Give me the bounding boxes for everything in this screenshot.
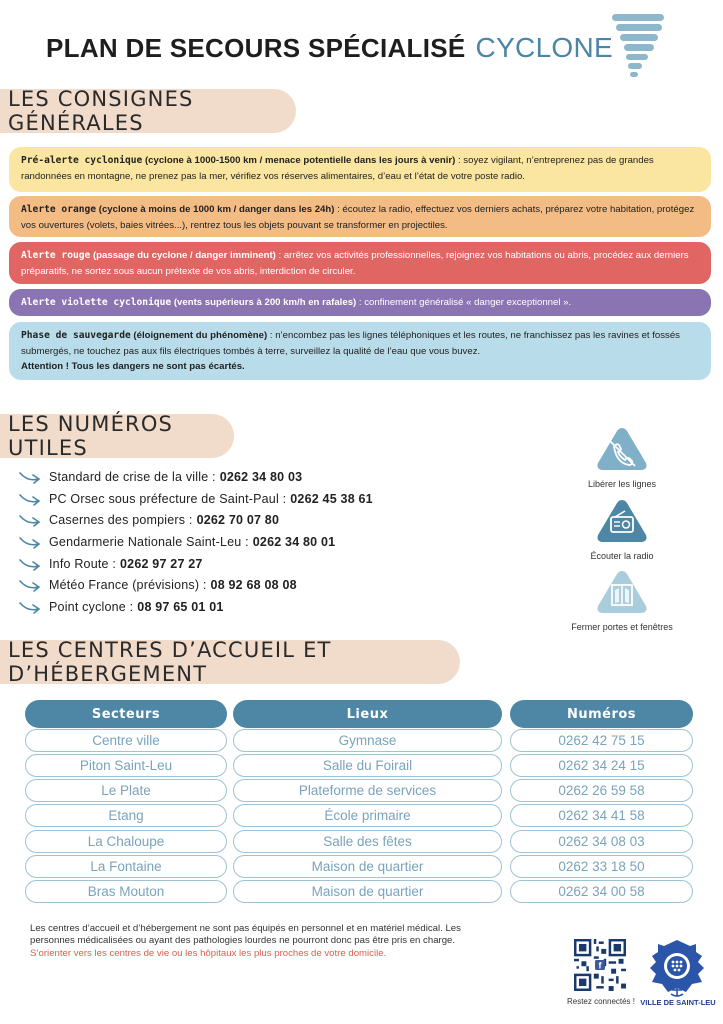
number-label: Casernes des pompiers : bbox=[49, 513, 193, 528]
phone-icon bbox=[595, 425, 649, 473]
number-label: Info Route : bbox=[49, 556, 117, 571]
list-item bbox=[18, 596, 373, 618]
alert-rouge bbox=[9, 242, 711, 284]
alert-extra: Attention ! Tous les dangers ne sont pas écartés. bbox=[21, 361, 245, 372]
title-main: PLAN DE SECOURS SPÉCIALISÉ bbox=[46, 33, 466, 63]
alert-lead: (vents supérieurs à 200 km/h en rafales) bbox=[171, 297, 357, 308]
arrow-icon bbox=[18, 513, 42, 527]
arrow-icon bbox=[18, 557, 42, 571]
table-cell-lieu: Salle du Foirail bbox=[233, 754, 502, 777]
advice-label: Libérer les lignes bbox=[587, 479, 657, 489]
table-cell-secteur: Piton Saint-Leu bbox=[25, 754, 227, 777]
numbers-list bbox=[18, 466, 373, 618]
list-item bbox=[18, 509, 373, 531]
list-item bbox=[18, 488, 373, 510]
column-header-secteurs: Secteurs bbox=[25, 700, 227, 728]
footer-note-warning: S’orienter vers les centres de vie ou les hôpitaux les plus proches de votre domicile. bbox=[30, 947, 387, 959]
alert-key: Alerte orange bbox=[21, 204, 97, 215]
number-label: Météo France (prévisions) : bbox=[49, 578, 207, 593]
alert-lead: (éloignement du phénomène) bbox=[130, 330, 268, 341]
table-cell-lieu: Maison de quartier bbox=[233, 880, 502, 903]
window-icon bbox=[595, 568, 649, 616]
table-cell-lieu: Plateforme de services bbox=[233, 779, 502, 802]
number-value: 08 92 68 08 08 bbox=[210, 578, 297, 593]
advice-label: Fermer portes et fenêtres bbox=[571, 622, 673, 632]
table-cell-numero: 0262 34 41 58 bbox=[510, 804, 693, 827]
list-item bbox=[18, 531, 373, 553]
table-cell-secteur: Etang bbox=[25, 804, 227, 827]
number-value: 0262 97 27 27 bbox=[120, 556, 203, 571]
table-cell-secteur: Bras Mouton bbox=[25, 880, 227, 903]
alert-lead: (cyclone à 1000-1500 km / menace potentielle dans les jours à venir) bbox=[142, 155, 456, 166]
alert-text: : arrêtez vos activités professionnelles, rejoignez vos habitations ou abris, procédez aux derniers préparatifs, ne sortez sous aucun prétexte de vos abris, interdiction de circuler. bbox=[21, 250, 689, 277]
table-cell-numero: 0262 34 08 03 bbox=[510, 830, 693, 853]
number-value: 08 97 65 01 01 bbox=[137, 599, 224, 614]
section-banner-consignes: LES CONSIGNES GÉNÉRALES bbox=[0, 89, 296, 133]
number-label: Point cyclone : bbox=[49, 599, 134, 614]
arrow-icon bbox=[18, 600, 42, 614]
qr-label: Restez connectés ! bbox=[566, 997, 636, 1006]
alert-key: Alerte violette cyclonique bbox=[21, 297, 172, 308]
alert-violette bbox=[9, 289, 711, 316]
arrow-icon bbox=[18, 470, 42, 484]
alert-text: : n’encombez pas les lignes téléphoniques et les routes, ne franchissez pas les ravines et fossés submergés, ne touchez pas aux fils électriques tombés à terre, surveillez la qualité de l’eau que vous buvez. bbox=[21, 330, 680, 357]
column-header-numeros: Numéros bbox=[510, 700, 693, 728]
number-label: Gendarmerie Nationale Saint-Leu : bbox=[49, 534, 249, 549]
alert-prealerte bbox=[9, 147, 711, 192]
table-cell-secteur: Le Plate bbox=[25, 779, 227, 802]
table-cell-secteur: La Chaloupe bbox=[25, 830, 227, 853]
advice-item bbox=[567, 497, 677, 561]
alert-key: Pré-alerte cyclonique bbox=[21, 155, 143, 166]
table-cell-secteur: Centre ville bbox=[25, 729, 227, 752]
number-value: 0262 34 80 03 bbox=[219, 469, 303, 484]
alert-text: : confinement généralisé « danger exceptionnel ». bbox=[356, 297, 572, 308]
alert-text: : écoutez la radio, effectuez vos derniers achats, préparez votre habitation, protégez vos ouvertures (volets, baies vitrées...), rentrez tous les objets pouvant se transformer en projectiles. bbox=[21, 204, 695, 231]
alert-lead: (cyclone à moins de 1000 km / danger dans les 24h) bbox=[96, 204, 335, 215]
radio-icon bbox=[595, 497, 649, 545]
section-banner-centres: LES CENTRES D’ACCUEIL ET D’HÉBERGEMENT bbox=[0, 640, 460, 684]
page-title bbox=[46, 32, 613, 64]
table-cell-numero: 0262 26 59 58 bbox=[510, 779, 693, 802]
advice-item bbox=[567, 568, 677, 632]
table-cell-lieu: Gymnase bbox=[233, 729, 502, 752]
table-cell-secteur: La Fontaine bbox=[25, 855, 227, 878]
alert-key: Phase de sauvegarde bbox=[21, 330, 131, 341]
table-cell-numero: 0262 33 18 50 bbox=[510, 855, 693, 878]
arrow-icon bbox=[18, 492, 42, 506]
section-banner-numeros: LES NUMÉROS UTILES bbox=[0, 414, 234, 458]
alert-orange bbox=[9, 196, 711, 237]
table-cell-lieu: Maison de quartier bbox=[233, 855, 502, 878]
footer-note bbox=[30, 923, 500, 960]
list-item bbox=[18, 553, 373, 575]
city-name-label: VILLE DE SAINT-LEU bbox=[640, 998, 716, 1007]
number-label: PC Orsec sous préfecture de Saint-Paul : bbox=[49, 491, 287, 506]
arrow-icon bbox=[18, 578, 42, 592]
number-label: Standard de crise de la ville : bbox=[49, 469, 216, 484]
svg-text:f: f bbox=[598, 960, 602, 971]
advice-label: Écouter la radio bbox=[590, 551, 654, 561]
list-item bbox=[18, 574, 373, 596]
table-cell-lieu: École primaire bbox=[233, 804, 502, 827]
table-cell-numero: 0262 42 75 15 bbox=[510, 729, 693, 752]
alert-lead: (passage du cyclone / danger imminent) bbox=[90, 250, 276, 261]
table-cell-numero: 0262 34 24 15 bbox=[510, 754, 693, 777]
number-value: 0262 45 38 61 bbox=[290, 491, 373, 506]
arrow-icon bbox=[18, 535, 42, 549]
city-crest-logo bbox=[646, 938, 708, 998]
list-item bbox=[18, 466, 373, 488]
qr-code[interactable] bbox=[574, 939, 626, 991]
cyclone-icon bbox=[606, 10, 670, 86]
column-header-lieux: Lieux bbox=[233, 700, 502, 728]
title-highlight: CYCLONE bbox=[475, 32, 614, 63]
footer-note-text: Les centres d’accueil et d’hébergement ne sont pas équipés en personnel et en matériel médical. Les personnes médicalisées ou ayant des pathologies lourdes ne pourront donc pas être pris en charge. bbox=[30, 923, 461, 947]
alert-sauvegarde bbox=[9, 322, 711, 380]
advice-item bbox=[567, 425, 677, 489]
number-value: 0262 70 07 80 bbox=[196, 513, 280, 528]
number-value: 0262 34 80 01 bbox=[252, 534, 336, 549]
alert-text: : soyez vigilant, n’entreprenez pas de grandes randonnées en montagne, ne prenez pas la mer, vérifiez vos réserves alimentaires, d’eau et l’état de votre poste radio. bbox=[21, 155, 654, 182]
table-cell-numero: 0262 34 00 58 bbox=[510, 880, 693, 903]
alert-key: Alerte rouge bbox=[21, 250, 91, 261]
table-cell-lieu: Salle des fêtes bbox=[233, 830, 502, 853]
